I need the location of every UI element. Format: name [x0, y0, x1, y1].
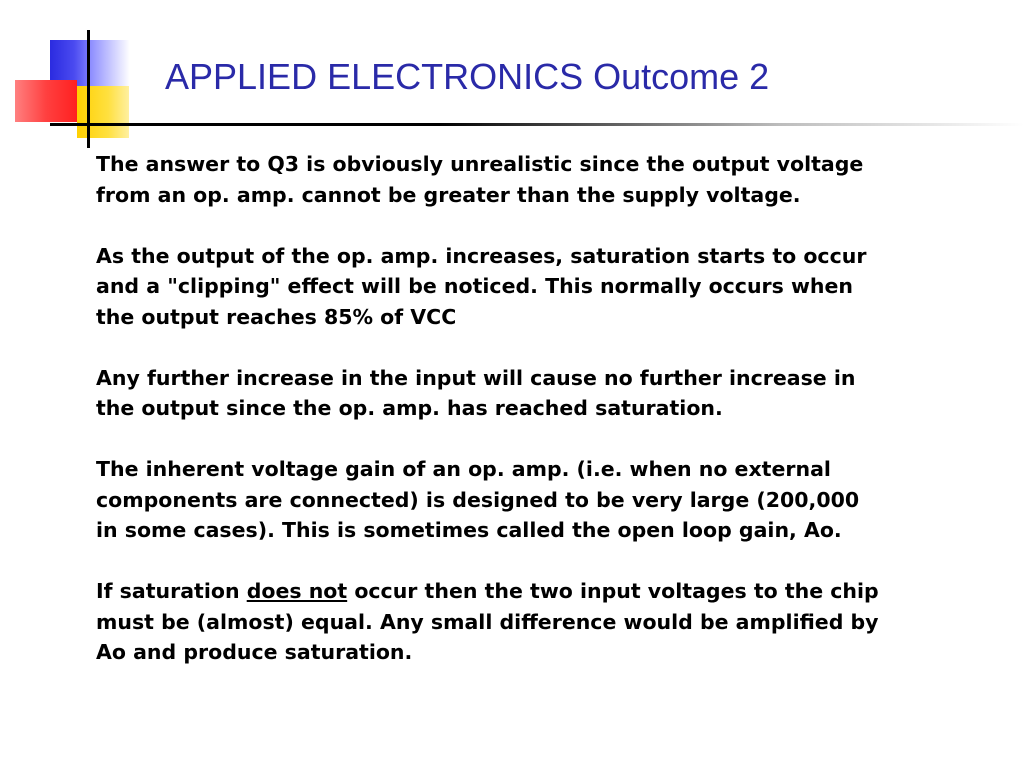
- decorative-logo-icon: [0, 0, 140, 150]
- slide-body: [96, 149, 886, 668]
- paragraph-1: The answer to Q3 is obviously unrealistic since the output voltage from an op. amp. cannot be greater than the supply voltage.: [96, 152, 864, 207]
- paragraph-5-after: occur then the two input voltages to the chip must be (almost) equal. Any small difference would be amplified by Ao and produce saturation.: [96, 579, 879, 664]
- slide-title: APPLIED ELECTRONICS Outcome 2: [165, 56, 770, 97]
- paragraph-4: The inherent voltage gain of an op. amp. (i.e. when no external components are connected) is designed to be very large (200,000 in some cases). This is sometimes called the open loop gain, Ao.: [96, 457, 860, 542]
- logo-red-square: [15, 80, 77, 122]
- underlined-emphasis: does not: [246, 579, 348, 603]
- logo-blue-fade: [90, 40, 130, 88]
- logo-vertical-line: [87, 30, 90, 148]
- paragraph-5: [96, 576, 886, 668]
- title-divider: [50, 123, 1024, 126]
- paragraph-3: Any further increase in the input will cause no further increase in the output since the op. amp. has reached saturation.: [96, 365, 856, 420]
- paragraph-5-before: If saturation: [96, 579, 247, 603]
- paragraph-2: As the output of the op. amp. increases, saturation starts to occur and a "clipping" effect will be noticed. This normally occurs when the output reaches 85% of VCC: [96, 243, 867, 329]
- logo-yellow-square: [77, 86, 129, 138]
